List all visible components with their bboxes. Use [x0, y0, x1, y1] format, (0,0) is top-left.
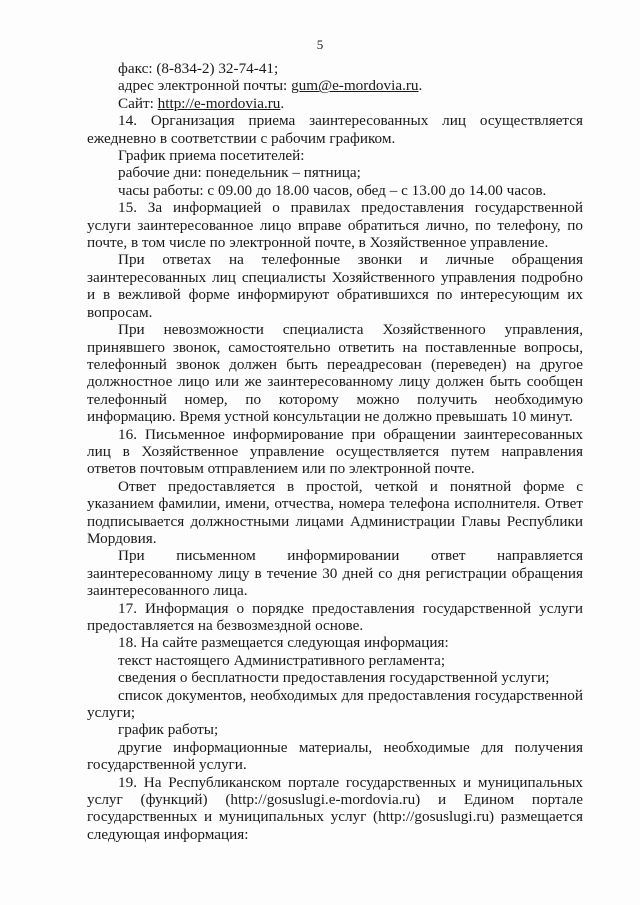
site-suffix: . [280, 94, 285, 112]
paragraph-18: 18. На сайте размещается следующая информация: [118, 634, 449, 652]
email-label: адрес электронной почты: [118, 77, 292, 95]
schedule-hours: часы работы: с 09.00 до 18.00 часов, обед – с 13.00 до 14.00 часов. [118, 181, 547, 199]
paragraph-19: 19. На Республиканском портале государственных и муниципальных услуг (функций) (http://gosuslugi.e-mordovia.ru) и Едином портале государственных и муниципальных услуг (http://gosuslugi.ru) размещается следующая информация: [87, 773, 583, 843]
paragraph-14: 14. Организация приема заинтересованных лиц осуществляется ежедневно в соответствии с рабочим графиком. [87, 112, 583, 147]
fax-line: факс: (8-834-2) 32-74-41; [118, 60, 279, 77]
email-suffix: . [418, 77, 423, 95]
paragraph-18-item-documents: список документов, необходимых для предоставления государственной услуги; [87, 686, 583, 722]
paragraph-18-item-schedule: график работы; [118, 721, 219, 739]
site-line [87, 95, 583, 112]
paragraph-15-redirect: При невозможности специалиста Хозяйственного управления, принявшего звонок, самостоятельно ответить на поставленные вопросы, телефонный звонок должен быть переадресован (переведен) на другое должностное лицо или же заинтересованному лицу должен быть сообщен телефонный номер, по которому можно получить необходимую информацию. Время устной консультации не должно превышать 10 минут. [87, 321, 583, 426]
paragraph-18-item-materials: другие информационные материалы, необходимые для получения государственной услуги. [87, 738, 583, 774]
paragraph-15-phone-answers: При ответах на телефонные звонки и личные обращения заинтересованных лиц специалисты Хозяйственного управления подробно и в вежливой форме информируют обратившихся по интересующим их вопросам. [87, 251, 583, 321]
paragraph-16: 16. Письменное информирование при обращении заинтересованных лиц в Хозяйственное управление осуществляется путем направления ответов почтовым отправлением или по электронной почте. [87, 425, 583, 478]
paragraph-18-item-regulation: текст настоящего Административного регламента; [118, 651, 446, 669]
schedule-title: График приема посетителей: [118, 147, 305, 165]
document-body [87, 60, 583, 843]
paragraph-17: 17. Информация о порядке предоставления государственной услуги предоставляется на безвозмездной основе. [87, 599, 583, 634]
site-label: Сайт: [118, 94, 158, 112]
paragraph-18-item-free: сведения о бесплатности предоставления государственной услуги; [118, 669, 550, 687]
page-number: 5 [316, 37, 324, 52]
site-link[interactable]: http://e-mordovia.ru [157, 94, 281, 112]
email-link[interactable]: gum@e-mordovia.ru [291, 77, 419, 95]
schedule-workdays: рабочие дни: понедельник – пятница; [118, 164, 361, 182]
email-line [87, 77, 583, 94]
paragraph-15: 15. За информацией о правилах предоставления государственной услуги заинтересованное лицо вправе обратиться лично, по телефону, по почте, в том числе по электронной почте, в Хозяйственное управление. [87, 199, 583, 252]
paragraph-16-answer-form: Ответ предоставляется в простой, четкой и понятной форме с указанием фамилии, имени, отчества, номера телефона исполнителя. Ответ подписывается должностными лицами Администрации Главы Республики Мордовия. [87, 477, 583, 547]
paragraph-16-deadline: При письменном информировании ответ направляется заинтересованному лицу в течение 30 дней со дня регистрации обращения заинтересованного лица. [87, 547, 583, 600]
